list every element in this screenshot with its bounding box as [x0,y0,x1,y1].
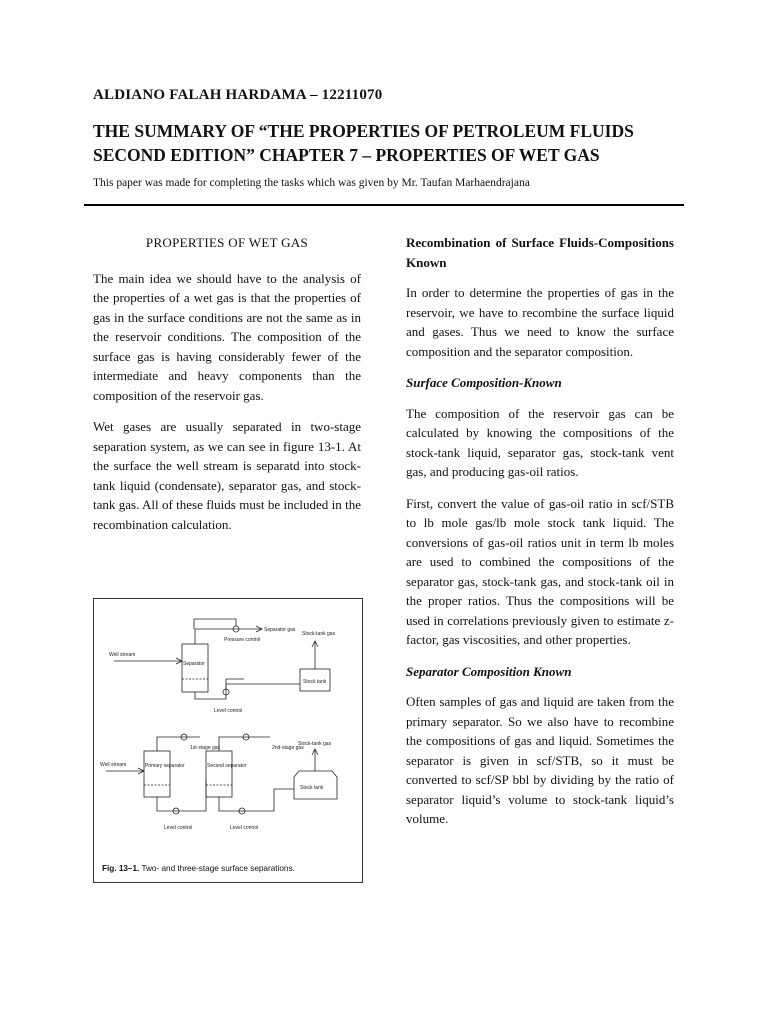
subsection-heading: Separator Composition Known [406,663,572,679]
right-column [406,233,674,841]
title-line-2: SECOND EDITION” CHAPTER 7 – PROPERTIES OF WET GAS [93,145,600,165]
primary-separator-vessel [144,751,170,797]
primary-separator-label: Primary separator [145,763,185,769]
stock-tank-gas-label-2: Stock-tank gas [298,741,332,747]
separator-gas-label: Separator gas [264,627,296,633]
figure-caption-text: Two- and three-stage surface separations. [139,864,295,873]
document-title [93,119,703,167]
level-control-label: Level control [214,708,243,714]
stock-tank-gas-label: Stock-tank gas [302,631,336,637]
second-stage-gas-label: 2nd-stage gas [272,745,304,751]
separation-diagram [94,599,362,882]
horizontal-rule [84,204,684,206]
second-separator-label: Second separator [207,763,247,769]
second-separator-vessel [206,751,232,797]
separation-figure [93,598,363,883]
subsection-heading: Surface Composition-Known [406,375,562,390]
well-stream-label-2: Well stream [100,762,127,768]
pressure-control-label: Pressure control [224,637,261,643]
purpose-note: This paper was made for completing the tasks which was given by Mr. Taufan Marhaendrajana [93,177,530,189]
stock-tank-label-2: Stock tank [300,785,324,791]
well-stream-label: Well stream [109,652,136,658]
three-stage-diagram [100,734,337,831]
figure-caption-label: Fig. 13–1. [102,864,140,873]
author-line: ALDIANO FALAH HARDAMA – 12211070 [93,87,383,103]
stock-tank-label: Stock tank [303,679,327,685]
subsection-heading: Recombination of Surface Fluids-Compositions Known [406,235,674,270]
title-line-1: THE SUMMARY OF “THE PROPERTIES OF PETROLEUM FLUIDS [93,121,634,141]
two-stage-diagram [109,619,336,714]
paragraph: In order to determine the properties of gas in the reservoir, we have to recombine the surface liquid and gases. Thus we need to know the surface composition and the separator composition. [406,285,674,359]
paragraph: The composition of the reservoir gas can be calculated by knowing the compositions of the stock-tank liquid, separator gas, stock-tank vent gas, and producing gas-oil ratios. [406,405,674,479]
first-stage-gas-label: 1st-stage gas [190,745,221,751]
separator-vessel [182,644,208,692]
section-heading: PROPERTIES OF WET GAS [145,235,309,250]
level-control-label-3: Level control [230,825,259,831]
separator-label: Separator [183,661,205,667]
paragraph: Often samples of gas and liquid are taken from the primary separator. So we also have to recombine the compositions of gas and liquid. Sometimes the separator is given in scf/STB, so it must be converted to scf/SP bbl by dividing by the ratio of separator liquid’s volume to stock-tank liquid’s volume. [406,694,674,826]
level-control-label-2: Level control [164,825,193,831]
paragraph: Wet gases are usually separated in two-stage separation system, as we can see in figure 13-1. At the surface the well stream is separatd into stock-tank liquid (condensate), separator gas, and stock-tank gas. All of these fluids must be included in the recombination calculation. [93,419,361,532]
paragraph: The main idea we should have to the analysis of the properties of a wet gas is that the properties of gas in the surface conditions are not the same as in the reservoir conditions. The composition of the surface gas is having considerably fewer of the intermediate and heavy components than the composition of the reservoir gas. [93,270,361,403]
left-column [93,233,361,546]
figure-caption [102,864,295,873]
paragraph: First, convert the value of gas-oil ratio in scf/STB to lb mole gas/lb mole stock tank liquid. The conversions of gas-oil ratios unit in term lb moles are used to combined the compositions of the separator gas, stock-tank gas, and stock-tank oil in the proper ratios. Thus the compositions will be used in correlations previously given to estimate z-factor, gas viscosities, and other properties. [406,495,674,647]
